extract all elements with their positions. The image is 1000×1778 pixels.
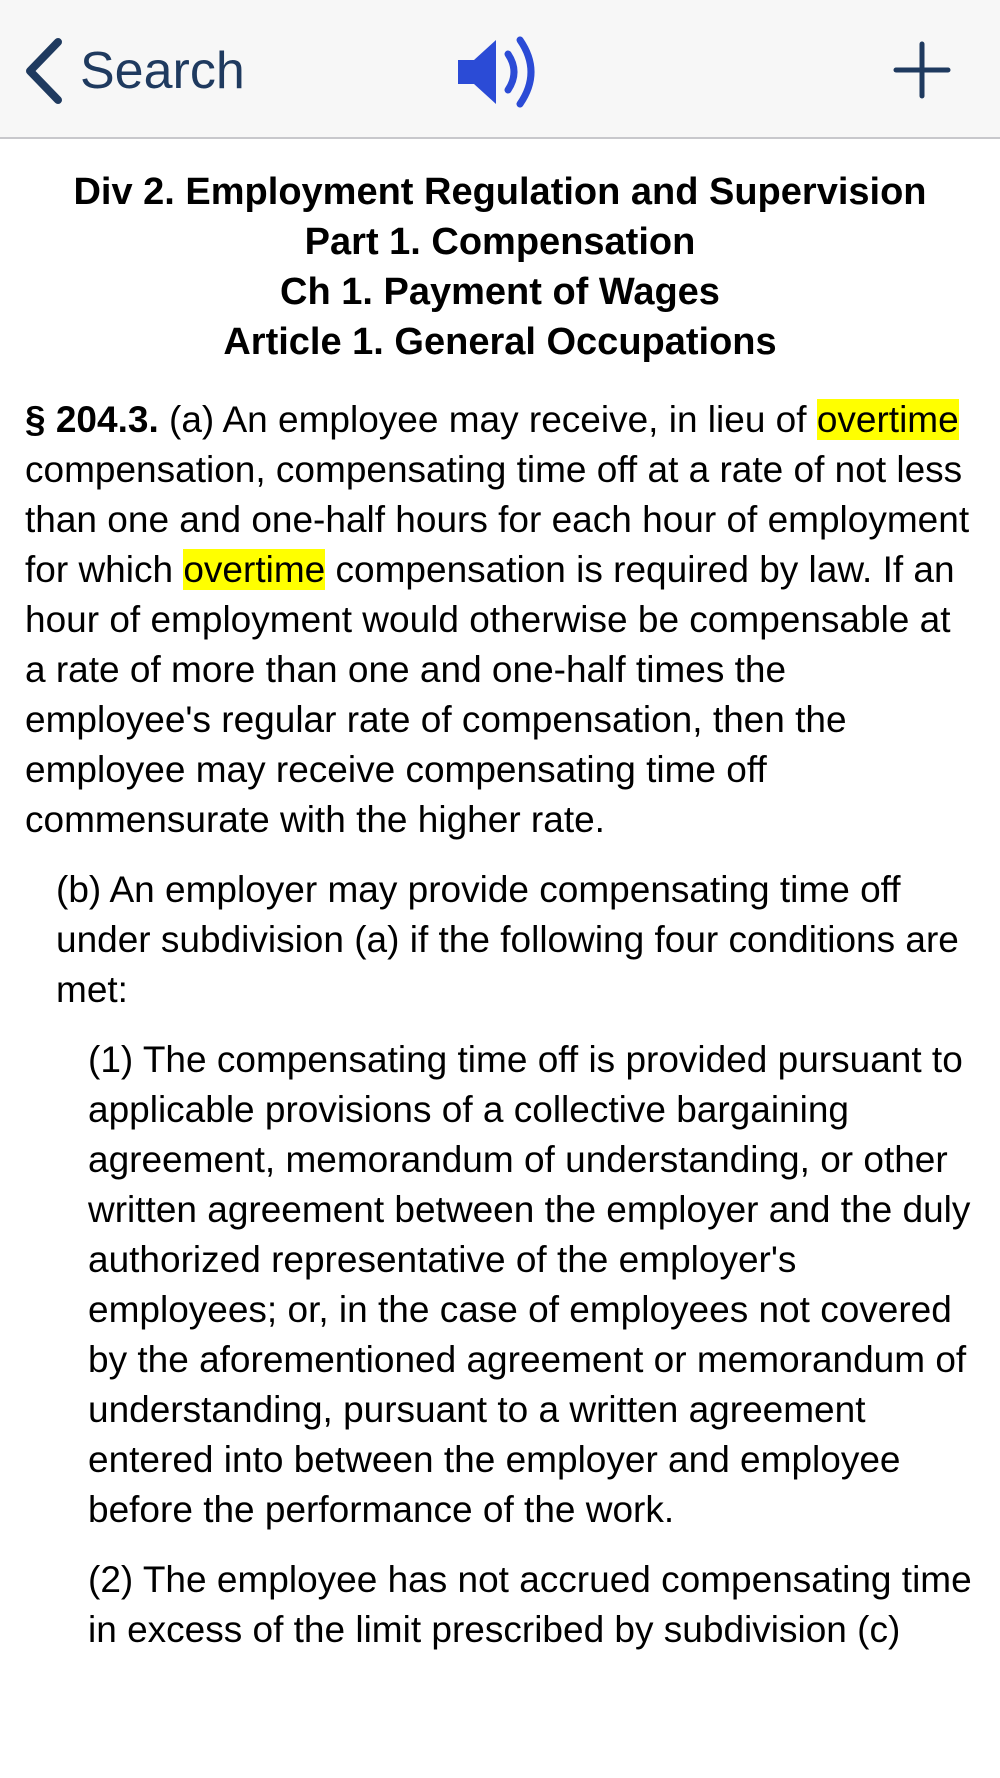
back-button[interactable]	[22, 36, 245, 106]
section-number: § 204.3.	[25, 399, 159, 440]
paragraph-b-2: (2) The employee has not accrued compensating time in excess of the limit prescribed by subdivision (c)	[88, 1559, 972, 1650]
plus-icon[interactable]	[892, 40, 952, 100]
paragraph-b-1: (1) The compensating time off is provided pursuant to applicable provisions of a collective bargaining agreement, memorandum of understanding, or other written agreement between the employer and the duly authorized representative of the employer's employees; or, in the case of employees not covered by the aforementioned agreement or memorandum of understanding, pursuant to a written agreement entered into between the employer and employee before the performance of the work.	[88, 1039, 971, 1530]
paragraph-a-text-1: (a) An employee may receive, in lieu of	[158, 399, 817, 440]
speaker-icon[interactable]	[452, 30, 552, 114]
back-button-label: Search	[80, 42, 245, 100]
document-content	[0, 139, 1000, 1655]
paragraph-a-text-2: compensation, compensating time off at a rate of not less than one and one-half hours for each hour of employment for which	[25, 449, 970, 590]
paragraph-a	[25, 395, 980, 845]
chapter-heading: Ch 1. Payment of Wages	[280, 271, 720, 313]
paragraph-a-text-3: compensation is required by law. If an hour of employment would otherwise be compensable at a rate of more than one and one-half times the employee's regular rate of compensation, then the employee may receive compensating time off commensurate with the higher rate.	[25, 549, 955, 840]
article-heading: Article 1. General Occupations	[223, 321, 777, 363]
section-headings	[0, 167, 1000, 367]
division-heading: Div 2. Employment Regulation and Supervision	[73, 171, 927, 213]
search-highlight: overtime	[816, 399, 959, 440]
paragraph-b: (b) An employer may provide compensating time off under subdivision (a) if the following four conditions are met:	[56, 869, 959, 1010]
chevron-left-icon	[22, 36, 66, 106]
navigation-bar	[0, 0, 1000, 139]
search-highlight: overtime	[183, 549, 326, 590]
part-heading: Part 1. Compensation	[304, 221, 696, 263]
